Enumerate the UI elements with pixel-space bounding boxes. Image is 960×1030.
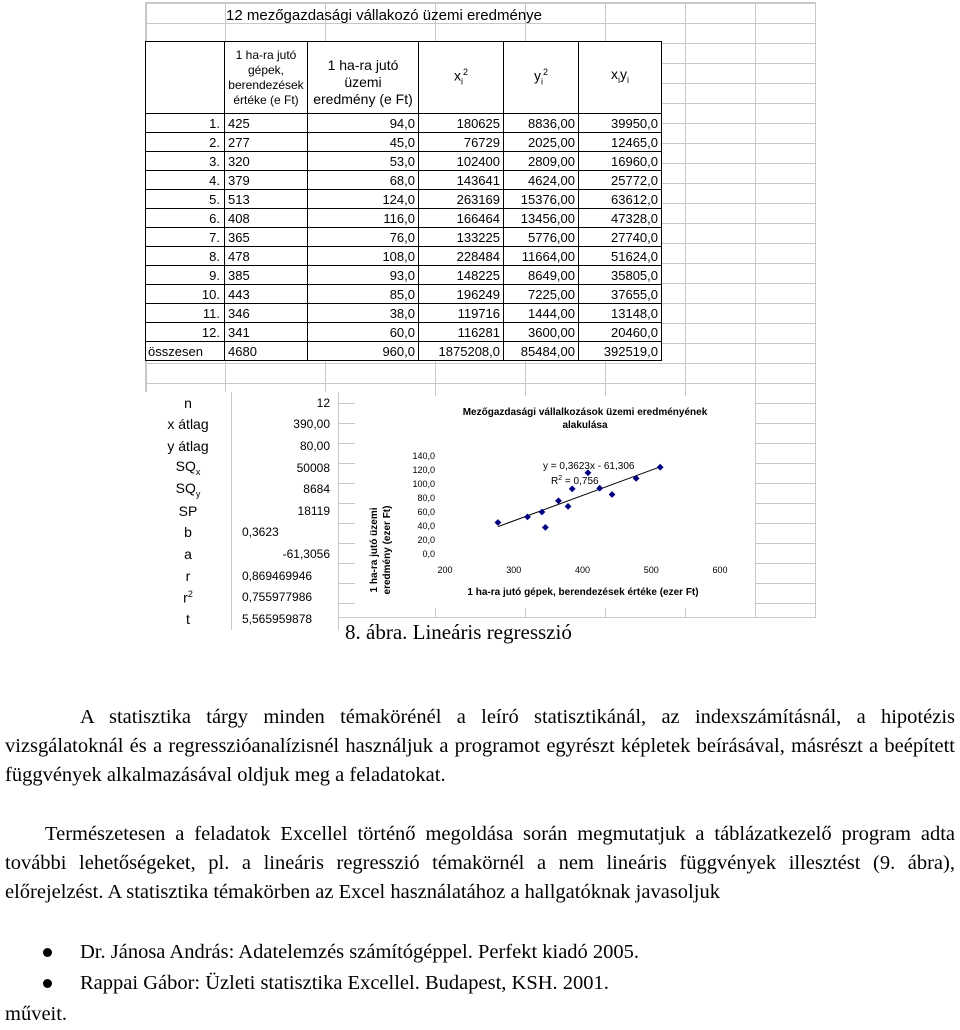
row-machines-value: 443 — [225, 285, 308, 304]
data-point — [633, 475, 640, 482]
row-machines-value: 385 — [225, 266, 308, 285]
row-result-value: 85,0 — [308, 285, 419, 304]
stat-row — [145, 586, 339, 608]
row-machines-value: 408 — [225, 209, 308, 228]
stat-value: 0,3623 — [232, 522, 339, 544]
table-row — [146, 133, 662, 152]
row-x-squared: 228484 — [419, 247, 504, 266]
stat-label: $r^2$ — [145, 586, 232, 608]
table-row — [146, 190, 662, 209]
reference-item — [5, 968, 955, 999]
row-result-value: 60,0 — [308, 323, 419, 342]
row-y-squared: 2025,00 — [504, 133, 579, 152]
row-machines-value: 277 — [225, 133, 308, 152]
header-machines-line: értéke (e Ft) — [233, 93, 299, 107]
row-xy-product: 37655,0 — [579, 285, 662, 304]
data-point — [542, 524, 549, 531]
row-y-squared: 7225,00 — [504, 285, 579, 304]
stat-label: $SQ_y$ — [145, 478, 232, 500]
row-xy-product: 35805,0 — [579, 266, 662, 285]
reference-item — [5, 937, 955, 968]
row-index: 3. — [146, 152, 225, 171]
row-index: 7. — [146, 228, 225, 247]
y-tick-label: 80,0 — [417, 493, 435, 503]
sheet-title: 12 mezőgazdasági vállakozó üzemi eredménye — [226, 7, 543, 24]
table-row — [146, 304, 662, 323]
row-result-value: 116,0 — [308, 209, 419, 228]
y-tick-label: 20,0 — [417, 535, 435, 545]
table-body — [146, 114, 662, 342]
table-row — [146, 171, 662, 190]
row-machines-value: 513 — [225, 190, 308, 209]
row-y-squared: 8836,00 — [504, 114, 579, 133]
paragraph-2 — [5, 820, 955, 907]
stat-value: 390,00 — [232, 414, 339, 436]
row-xy-product: 51624,0 — [579, 247, 662, 266]
row-x-squared: 116281 — [419, 323, 504, 342]
stat-label: y átlag — [145, 435, 232, 457]
total-x2: 1875208,0 — [419, 342, 504, 361]
row-y-squared: 2809,00 — [504, 152, 579, 171]
table-row — [146, 152, 662, 171]
figure-caption: 8. ábra. Lineáris regresszió — [345, 620, 572, 644]
statistics-table — [145, 392, 339, 630]
stat-label: x átlag — [145, 414, 232, 436]
y-tick-label: 40,0 — [417, 521, 435, 531]
table-header-row — [146, 42, 662, 114]
stat-label: r — [145, 565, 232, 587]
row-machines-value: 320 — [225, 152, 308, 171]
row-xy-product: 13148,0 — [579, 304, 662, 323]
row-result-value: 53,0 — [308, 152, 419, 171]
scatter-chart — [355, 396, 755, 608]
row-machines-value: 346 — [225, 304, 308, 323]
row-x-squared: 263169 — [419, 190, 504, 209]
y-tick-label: 100,0 — [412, 479, 435, 489]
row-index: 8. — [146, 247, 225, 266]
stat-value: 8684 — [232, 478, 339, 500]
row-xy-product: 27740,0 — [579, 228, 662, 247]
stat-label: SP — [145, 500, 232, 522]
row-x-squared: 76729 — [419, 133, 504, 152]
x-axis-label: 1 ha-ra jutó gépek, berendezések értéke (ezer Ft) — [467, 587, 699, 598]
stat-label: t — [145, 608, 232, 630]
x-tick-label: 400 — [574, 565, 591, 575]
regression-equation: y = 0,3623x - 61,306 — [543, 461, 635, 472]
stat-value: 5,565959878 — [232, 608, 339, 630]
header-result-line: eredmény (e Ft) — [313, 91, 413, 107]
chart-svg — [355, 396, 755, 608]
row-y-squared: 13456,00 — [504, 209, 579, 228]
table-row — [146, 285, 662, 304]
row-result-value: 124,0 — [308, 190, 419, 209]
stat-row — [145, 478, 339, 500]
stat-label: b — [145, 522, 232, 544]
y-axis-ticks — [412, 451, 435, 559]
row-xy-product: 16960,0 — [579, 152, 662, 171]
header-yi-squared: $y_i^2$ — [504, 42, 579, 114]
y-tick-label: 140,0 — [412, 451, 435, 461]
y-axis-label-line1: 1 ha-ra jutó üzemi — [369, 507, 380, 593]
x-tick-label: 500 — [643, 565, 659, 575]
header-index — [146, 42, 225, 114]
row-x-squared: 148225 — [419, 266, 504, 285]
stat-row — [145, 435, 339, 457]
y-tick-label: 60,0 — [417, 507, 435, 517]
stat-value: 12 — [232, 392, 339, 414]
data-points — [495, 464, 664, 531]
header-machines-line: 1 ha-ra jutó — [235, 48, 297, 62]
paragraph-1-text: A statisztika tárgy minden témakörénél a leíró statisztikánál, az indexszámításnál, a hipotézis vizsgálatoknál és a regresszióanalízisnél használjuk a programot egyrészt képletek beírásával, másrészt a beépített függvények alkalmazásával oldjuk meg a feladatokat. — [5, 706, 955, 786]
stat-row — [145, 565, 339, 587]
row-xy-product: 63612,0 — [579, 190, 662, 209]
stat-label: a — [145, 543, 232, 565]
row-index: 4. — [146, 171, 225, 190]
y-tick-label: 120,0 — [412, 465, 435, 475]
data-point — [565, 503, 572, 510]
table-row — [146, 323, 662, 342]
total-y2: 85484,00 — [504, 342, 579, 361]
header-machines-line: berendezések — [228, 78, 304, 92]
reference-text: Dr. Jánosa András: Adatelemzés számítógéppel. Perfekt kiadó 2005. — [80, 941, 640, 963]
table-row — [146, 247, 662, 266]
paragraph-2-text: Természetesen a feladatok Excellel történő megoldása során megmutatjuk a táblázatkezelő program adta további lehetőségeket, pl. a lineáris regresszió témakörnél a nem lineáris függvények illesztést (9. ábra), előrejelzést. A statisztika témakörben az Excel használatához a hallgatóknak javasoljuk — [5, 823, 955, 903]
stat-row — [145, 414, 339, 436]
header-xiyi: $x_iy_i$ — [579, 42, 662, 114]
stat-row — [145, 522, 339, 544]
header-result-line: 1 ha-ra jutó — [327, 57, 399, 73]
row-xy-product: 39950,0 — [579, 114, 662, 133]
row-x-squared: 143641 — [419, 171, 504, 190]
stat-row — [145, 608, 339, 630]
stat-value: 0,869469946 — [232, 565, 339, 587]
header-result-value — [308, 42, 419, 114]
row-result-value: 76,0 — [308, 228, 419, 247]
total-row — [146, 342, 662, 361]
header-result-line: üzemi — [344, 74, 382, 90]
row-index: 2. — [146, 133, 225, 152]
data-point — [609, 491, 616, 498]
stat-value: -61,3056 — [232, 543, 339, 565]
x-tick-label: 300 — [506, 565, 522, 575]
row-x-squared: 102400 — [419, 152, 504, 171]
row-x-squared: 180625 — [419, 114, 504, 133]
x-tick-label: 200 — [437, 565, 453, 575]
row-xy-product: 25772,0 — [579, 171, 662, 190]
stat-label: n — [145, 392, 232, 414]
row-index: 6. — [146, 209, 225, 228]
row-x-squared: 133225 — [419, 228, 504, 247]
stat-row — [145, 500, 339, 522]
table-row — [146, 209, 662, 228]
results-table — [145, 41, 662, 361]
row-machines-value: 478 — [225, 247, 308, 266]
stat-row — [145, 457, 339, 479]
table-row — [146, 228, 662, 247]
row-index: 5. — [146, 190, 225, 209]
total-xy: 392519,0 — [579, 342, 662, 361]
row-y-squared: 3600,00 — [504, 323, 579, 342]
table-row — [146, 266, 662, 285]
row-result-value: 94,0 — [308, 114, 419, 133]
row-y-squared: 5776,00 — [504, 228, 579, 247]
row-y-squared: 1444,00 — [504, 304, 579, 323]
row-index: 10. — [146, 285, 225, 304]
row-x-squared: 196249 — [419, 285, 504, 304]
stat-value: 50008 — [232, 457, 339, 479]
y-axis-label — [369, 506, 393, 595]
row-result-value: 108,0 — [308, 247, 419, 266]
y-tick-label: 0,0 — [422, 549, 435, 559]
stat-value: 0,755977986 — [232, 586, 339, 608]
r-squared-label: $R^2 = 0,756$ — [551, 475, 599, 487]
row-result-value: 93,0 — [308, 266, 419, 285]
row-y-squared: 8649,00 — [504, 266, 579, 285]
x-axis-ticks — [437, 565, 727, 575]
reference-continuation: műveit. — [5, 1003, 68, 1025]
stat-row — [145, 543, 339, 565]
total-x: 4680 — [225, 342, 308, 361]
chart-title-line2: alakulása — [562, 420, 608, 431]
row-index: 9. — [146, 266, 225, 285]
table-row — [146, 114, 662, 133]
row-machines-value: 341 — [225, 323, 308, 342]
bullet-icon — [43, 948, 52, 957]
row-index: 11. — [146, 304, 225, 323]
row-result-value: 38,0 — [308, 304, 419, 323]
data-point — [495, 519, 502, 526]
row-y-squared: 4624,00 — [504, 171, 579, 190]
row-x-squared: 166464 — [419, 209, 504, 228]
total-y: 960,0 — [308, 342, 419, 361]
row-x-squared: 119716 — [419, 304, 504, 323]
reference-list — [5, 937, 955, 1030]
stat-row — [145, 392, 339, 414]
data-point — [657, 464, 664, 471]
reference-text: Rappai Gábor: Üzleti statisztika Excellel. Budapest, KSH. 2001. — [80, 972, 609, 994]
bullet-icon — [43, 979, 52, 988]
stat-value: 18119 — [232, 500, 339, 522]
header-machines-line: gépek, — [247, 63, 285, 77]
header-xi-squared: $x_i^2$ — [419, 42, 504, 114]
header-machines-value — [225, 42, 308, 114]
stat-label: $SQ_x$ — [145, 457, 232, 479]
total-label: összesen — [146, 342, 225, 361]
row-xy-product: 12465,0 — [579, 133, 662, 152]
x-tick-label: 600 — [712, 565, 728, 575]
row-xy-product: 20460,0 — [579, 323, 662, 342]
row-machines-value: 425 — [225, 114, 308, 133]
paragraph-1 — [5, 703, 955, 790]
row-y-squared: 11664,00 — [504, 247, 579, 266]
row-machines-value: 365 — [225, 228, 308, 247]
grid-column-line — [755, 2, 756, 618]
row-index: 1. — [146, 114, 225, 133]
chart-title-line1: Mezőgazdasági vállalkozások üzemi eredményének — [462, 407, 708, 418]
y-axis-label-line2: eredmény (ezer Ft) — [382, 505, 393, 595]
row-y-squared: 15376,00 — [504, 190, 579, 209]
row-result-value: 45,0 — [308, 133, 419, 152]
row-index: 12. — [146, 323, 225, 342]
row-result-value: 68,0 — [308, 171, 419, 190]
stat-value: 80,00 — [232, 435, 339, 457]
row-machines-value: 379 — [225, 171, 308, 190]
row-xy-product: 47328,0 — [579, 209, 662, 228]
